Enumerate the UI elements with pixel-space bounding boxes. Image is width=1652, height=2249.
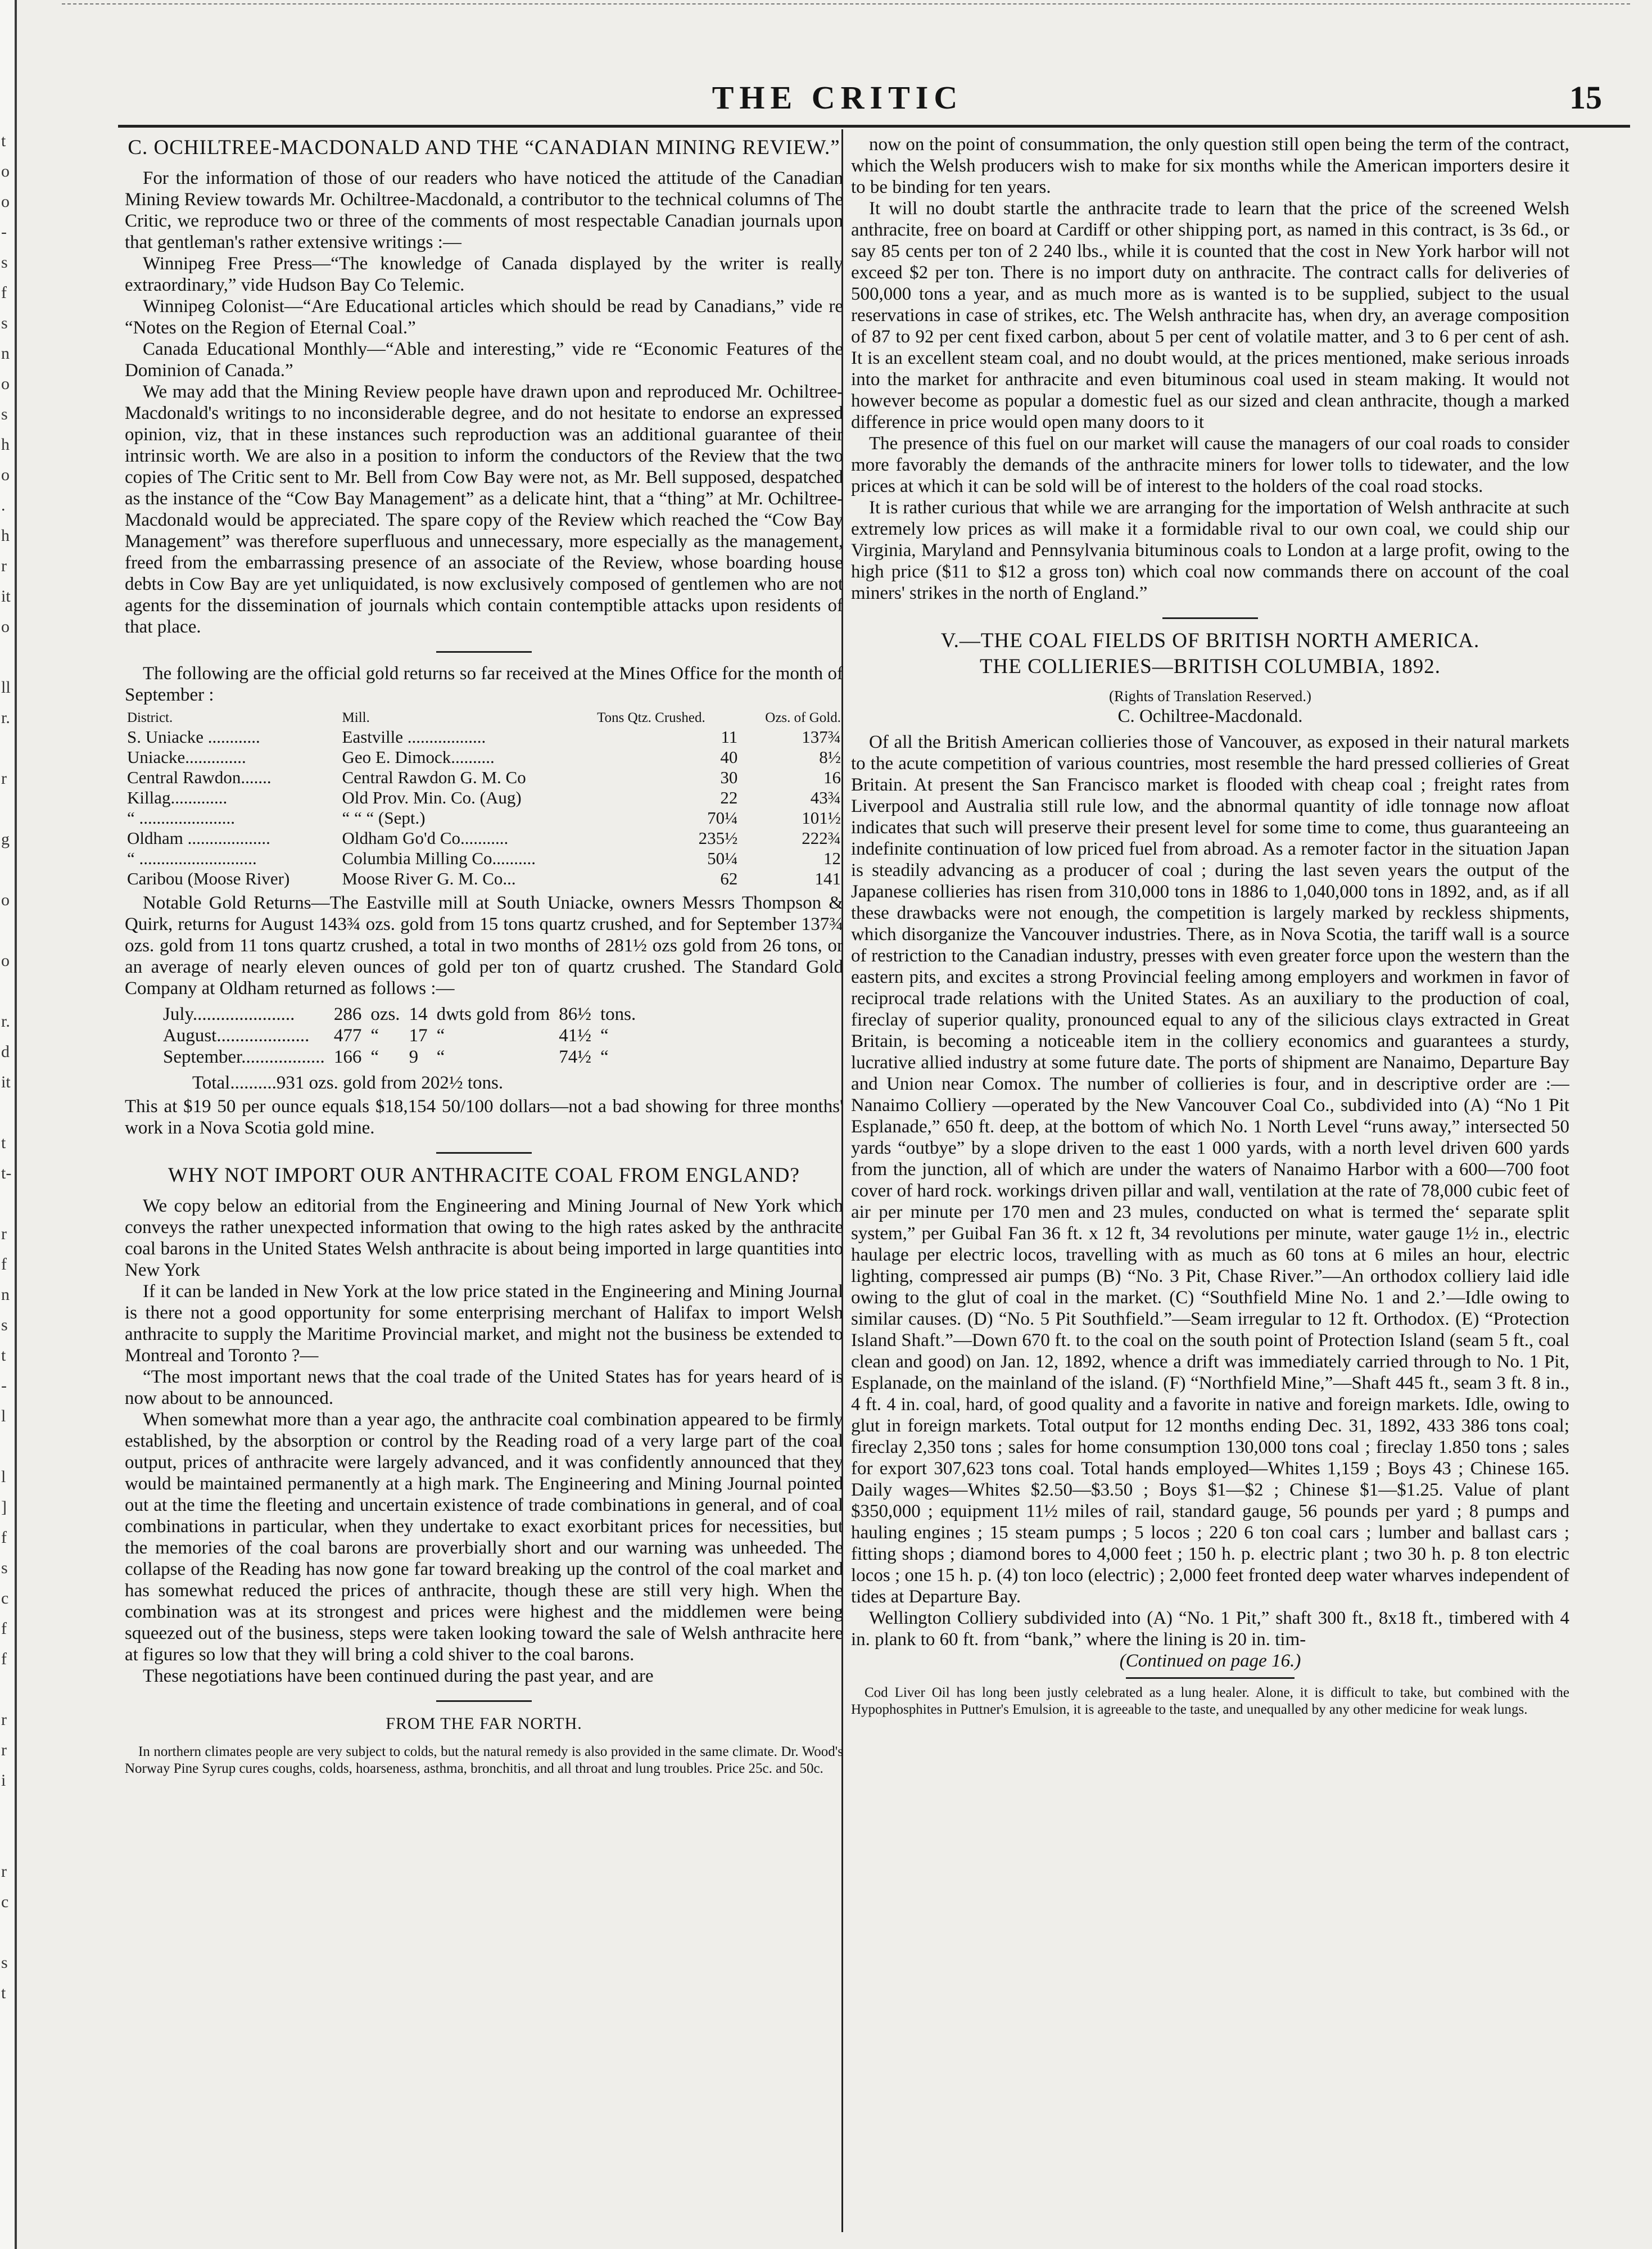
gutter-fragment: g (1, 830, 10, 848)
article-anthracite-body (125, 1195, 843, 1687)
notable-gold-returns: Notable Gold Returns—The Eastville mill at South Uniacke, owners Messrs Thompson & Quirk, returns for August 143¾ ozs. gold from 15 tons quartz crushed, and for September 137¾ ozs. gold from 11 tons quartz crushed, a total in two months of 281½ ozs gold from 26 tons, or an average of nearly eleven ounces of gold per ton of quartz crushed. The Standard Gold Company at Oldham returned as follows :— (125, 893, 843, 999)
table-cell-tons: 235½ (698, 828, 738, 848)
table-row (125, 747, 843, 767)
article-title-coal-fields: V.—THE COAL FIELDS OF BRITISH NORTH AMERICA. (940, 629, 1480, 652)
gutter-fragment: it (1, 1073, 11, 1091)
gutter-fragment: o (1, 466, 10, 484)
gutter-fragment: o (1, 617, 10, 636)
gutter-fragment: r (1, 1710, 7, 1729)
table-cell-tons: 22 (720, 788, 738, 807)
gutter-fragment: f (1, 1528, 7, 1547)
top-edge-line (62, 3, 1630, 4)
table-cell-district: “ ...................... (127, 808, 236, 828)
rights-reserved-note: (Rights of Translation Reserved.) (1109, 688, 1311, 704)
table-cell-district: Uniacke.............. (127, 747, 246, 767)
table-cell-tons: 40 (720, 747, 738, 767)
table-cell-district: Oldham ................... (127, 828, 270, 848)
article-title-anthracite: WHY NOT IMPORT OUR ANTHRACITE COAL FROM ENGLAND? (168, 1164, 800, 1187)
gutter-fragment: h (1, 526, 10, 545)
paragraph: When somewhat more than a year ago, the anthracite coal combination appeared to be firmly established, by the absorption or control by the Reading road of a very large part of the coal output, prices of anthracite were largely advanced, and it was confidently announced that they would be maintained permanently at a high mark. The Engineering and Mining Journal pointed out at the time the fleeting and uncertain existence of trade combinations in general, and of coal combinations in particular, when they undertake to exact exorbitant prices for necessities, but the memories of the coal barons are proverbially short and our warning was unheeded. The collapse of the Reading has now gone far toward breaking up the control of the coal market and has somewhat reduced the prices of anthracite, though these are still very high. When the combination was at its strongest and prices were highest and the middlemen were being squeezed out of the business, steps were taken looking toward the sale of Welsh anthracite here at figures so low that they will bring a cold shiver to the coal barons. (125, 1410, 843, 1665)
gutter-fragment: l (1, 1407, 6, 1425)
col-header-mill: Mill. (342, 710, 370, 725)
masthead (51, 79, 1624, 124)
gutter-fragment (1, 792, 13, 822)
page-number: 15 (1569, 79, 1602, 116)
paragraph: For the information of those of our readers who have noticed the attitude of the Canadian Mining Review towards Mr. Ochiltree-Macdonald, a contributor to the technical columns of The Critic, we reproduce two or three of the comments of most respectable Canadian journals upon that gentleman's rather extensive writings :— (125, 168, 843, 252)
table-cell: “ (436, 1047, 445, 1067)
gutter-fragment: - (1, 223, 7, 241)
gutter-fragment: f (1, 1619, 7, 1638)
table-cell: 477 (333, 1026, 362, 1046)
author-byline: C. Ochiltree-Macdonald. (1117, 706, 1303, 726)
gold-returns-rows (125, 727, 843, 889)
article-coal-fields-body (851, 731, 1569, 1650)
masthead-rule (118, 125, 1630, 128)
table-cell: “ (370, 1047, 379, 1067)
gutter-fragment: o (1, 162, 10, 180)
separator (436, 1152, 532, 1154)
gutter-fragment: o (1, 891, 10, 909)
right-column (851, 134, 1569, 2225)
table-row (125, 848, 843, 869)
gutter-fragments (1, 124, 13, 2067)
table-cell: 41½ (559, 1026, 591, 1046)
table-cell-tons: 70¼ (707, 808, 738, 828)
paragraph: If it can be landed in New York at the low price stated in the Engineering and Mining Journal is there not a good opportunity for some enterprising merchant of Halifax to import Welsh anthracite to supply the Maritime Provincial market, and might not the business be extended to Montreal and Toronto ?— (125, 1281, 843, 1366)
separator (1162, 617, 1258, 619)
table-cell-tons: 11 (721, 727, 738, 747)
gutter-fragment: r (1, 1741, 7, 1759)
article-subtitle-collieries: THE COLLIERIES—BRITISH COLUMBIA, 1892. (979, 655, 1441, 678)
gutter-fragment: t- (1, 1164, 12, 1182)
gold-returns-table (125, 709, 843, 889)
table-row (125, 767, 843, 788)
gutter-fragment (1, 2036, 13, 2067)
table-cell: tons. (600, 1004, 636, 1024)
cod-liver-oil-advert: Cod Liver Oil has long been justly celebrated as a lung healer. Alone, it is difficult to take, but combined with the Hypophosphites in Puttner's Emulsion, it is agreeable to the taste, and unequalled by any other medicine for weak lungs. (851, 1685, 1569, 1717)
paragraph: Winnipeg Free Press—“The knowledge of Canada displayed by the writer is really extraordinary,” vide Hudson Bay Co Telemic. (125, 254, 843, 295)
table-cell-mill: Moose River G. M. Co... (342, 869, 516, 888)
gutter-fragment: s (1, 253, 8, 272)
gutter-fragment: f (1, 283, 7, 302)
table-cell: “ (600, 1026, 609, 1046)
table-cell: ozs. (370, 1004, 400, 1024)
table-cell: September.................. (163, 1047, 325, 1067)
table-cell-district: S. Uniacke ............ (127, 727, 260, 747)
gutter-fragment: s (1, 405, 8, 423)
paragraph: Of all the British American collieries those of Vancouver, as exposed in their natural markets to the acute competition of various countries, most resemble the hard pressed collieries of Great Britain. At present the San Francisco market is flooded with cheap coal ; freight rates from Liverpool and Australia still rule low, and the abnormal quantity of idle tonnage now afloat indicates that such will preserve their present level for some time to come, thus guaranteeing an indefinite continuation of low priced fuel from abroad. As a remoter factor in the situation Japan is steadily advancing as a producer of coal ; during the last seven years the output of the Japanese collieries has risen from 310,000 tons in 1886 to 1,040,000 tons in 1892, and, as if all these drawbacks were not enough, the competition is largely marked by reckless shipments, which disorganize the Vancouver industries. There, as in Nova Scotia, the tariff wall is a source of restriction to the Canadian industry, presses with even greater force upon the western than the eastern pits, and excites a strong Provincial feeling among employers and workmen in favor of reciprocal trade relations with the United States. As an auxiliary to the production of coal, fireclay of superior quality, pronounced equal to any of the silicious clays extracted in Great Britain, is becoming a noticeable item in the colliery economics and guarantees a sturdy, lucrative allied industry at some future date. The ports of shipment are Nanaimo, Departure Bay and Union near Comox. The number of collieries is four, and in descriptive order are :—Nanaimo Colliery —operated by the New Vancouver Coal Co., subdivided into (A) “No 1 Pit Esplanade,” 650 ft. deep, at the bottom of which No. 1 North Level “runs away,” intersected 50 yards “outbye” by a slope driven to the east 1 000 yards, with a north level driven 600 yards from the junction, all of which are under the waters of Nanaimo Harbor with a 600—700 foot cover of hard rock. workings driven pillar and wall, ventilation at the rate of 78,000 cubic feet of air per minute per 170 men and 23 mules, conducted on what is termed the‘ separate split system,” per Guibal Fan 36 ft. x 12 ft, 34 revolutions per minute, water gauge 1½ in., electric haulage per electric locos, travelling with as much as 60 tons at 6 miles an hour, electric lighting, compressed air pumps (B) “No. 3 Pit, Chase River.”—An orthodox colliery laid idle owing to the glut of coal in the market. (C) “Southfield Mine No. 1 and 2.’—Idle owing to similar causes. (D) “No. 5 Pit Southfield.”—Seam irregular to 12 ft. Orthodox. (E) “Protection Island Shaft.”—Down 670 ft. to the coal on the south point of Protection Island (seam 5 ft., coal clean and good) on Jan. 12, 1892, whence a drift was immediately carried through to No. 1 Pit, Esplanade, on the mainland of the island. (F) “Northfield Mine,”—Shaft 445 ft., seam 3 ft. 8 in., 4 ft. 4 in. coal, hard, of good quality and a favorite in native and foreign markets. Idle, owing to glut in foreign markets. Total output for 12 months ending Dec. 31, 1892, 433 386 tons coal; fireclay 2,350 tons ; sales for home consumption 130,000 tons coal ; fireclay 1.850 tons ; sales for export 307,623 tons coal. Total hands employed—Whites 1,159 ; Boys 43 ; Chinese 165. Daily wages—Whites $2.50—$3.50 ; Boys $1—$2 ; Chinese $1—$1.25. Value of plant $350,000 ; equipment 11½ miles of rail, standard gauge, 56 pounds per yard ; 8 pumps and hauling engines ; 15 steam pumps ; 5 locos ; 220 6 ton coal cars ; lumber and ballast cars ; fitting shops ; diamond bores to 4,000 feet ; 150 h. p. electric plant ; two 30 h. p. 8 ton electric locos ; one 15 h. p. (4) ton loco (electric) ; 2,000 feet fronted deep water wharves independent of tides at Departure Bay. (851, 732, 1569, 1607)
gutter-fragment: h (1, 435, 10, 454)
gutter-fragment: o (1, 374, 10, 393)
gutter-fragment (1, 1186, 13, 1217)
gutter-fragment (1, 852, 13, 883)
table-row (125, 808, 843, 828)
gutter-fragment: o (1, 192, 10, 211)
table-cell: dwts gold from (436, 1004, 550, 1024)
gutter-fragment: it (1, 587, 11, 606)
gutter-fragment (1, 1915, 13, 1945)
table-cell-district: “ ........................... (127, 848, 257, 868)
gutter-fragment: t (1, 1133, 6, 1152)
separator (436, 651, 532, 653)
far-north-advert: In northern climates people are very subject to colds, but the natural remedy is also provided in the same climate. Dr. Wood's Norway Pine Syrup cures coughs, colds, hoarseness, asthma, bronchitis, and all throat and lung troubles. Price 25c. and 50c. (125, 1744, 843, 1776)
table-cell: August.................... (163, 1026, 310, 1046)
table-row (125, 869, 843, 889)
gutter-fragment: f (1, 1650, 7, 1668)
gutter-fragment (1, 913, 13, 943)
table-row (159, 1025, 640, 1046)
table-cell-district: Killag............. (127, 788, 228, 807)
oldham-total: Total..........931 ozs. gold from 202½ tons. (192, 1073, 504, 1093)
oldham-total-note: This at $19 50 per ounce equals $18,154 50/100 dollars—not a bad showing for three months' work in a Nova Scotia gold mine. (125, 1096, 843, 1138)
gutter-fragment: - (1, 1376, 7, 1395)
table-cell-mill: Oldham Go'd Co........... (342, 828, 509, 848)
table-cell: 166 (333, 1047, 362, 1067)
gutter-fragment: ll (1, 678, 11, 697)
gutter-fragment: r (1, 557, 7, 575)
gutter-fragment: d (1, 1042, 10, 1061)
gutter-fragment: r. (1, 1012, 10, 1031)
paragraph: Winnipeg Colonist—“Are Educational articles which should be read by Canadians,” vide re “Notes on the Region of Eternal Coal.” (125, 296, 843, 338)
table-cell-oz: 8½ (819, 747, 841, 767)
gutter-fragment (1, 731, 13, 761)
table-cell: “ (600, 1047, 609, 1067)
table-cell-tons: 62 (720, 869, 738, 888)
gutter-fragment: n (1, 344, 10, 363)
gutter-fragment: t (1, 1346, 6, 1365)
newspaper-title: THE CRITIC (712, 79, 963, 116)
gutter-fragment (1, 2006, 13, 2036)
table-cell-oz: 43¾ (810, 788, 841, 807)
gutter-fragment: s (1, 314, 8, 332)
table-row (125, 828, 843, 848)
table-row (159, 1046, 640, 1068)
table-cell: 74½ (559, 1047, 591, 1067)
table-cell-oz: 222¾ (802, 828, 841, 848)
gutter-fragment: n (1, 1285, 10, 1304)
gutter-fragment: r (1, 769, 7, 788)
gutter-fragment: i (1, 1771, 6, 1790)
gutter-fragment: o (1, 951, 10, 970)
paragraph: now on the point of consummation, the only question still open being the term of the contract, which the Welsh producers wish to make for six months while the American importers desire it to be binding for ten years. (851, 134, 1569, 197)
gutter-fragment: r (1, 1862, 7, 1881)
anthracite-continued-body (851, 134, 1569, 604)
table-cell-mill: Eastville .................. (342, 727, 486, 747)
table-row (159, 1004, 640, 1025)
gutter-fragment (1, 1095, 13, 1126)
table-cell-mill: Old Prov. Min. Co. (Aug) (342, 788, 522, 807)
gutter-fragment: . (1, 496, 6, 514)
gutter-fragment: c (1, 1893, 9, 1911)
gutter-fragment: s (1, 1559, 8, 1577)
gutter-fragment (1, 1824, 13, 1854)
gutter-fragment: l (1, 1467, 6, 1486)
oldham-monthly-table (159, 1004, 640, 1068)
paragraph: It will no doubt startle the anthracite trade to learn that the price of the screened Welsh anthracite, free on board at Cardiff or other shipping port, as named in this contract, is 3s 6d., or say 85 cents per ton of 2 240 lbs., while it is counted that the cost in New York harbor will not exceed $2 per ton. There is no import duty on anthracite. The contract calls for deliveries of 500,000 tons a year, and as much more as is wanted is to be supplied, subject to the usual reservations in case of strikes, etc. The Welsh anthracite has, when dry, an average composition of 87 to 92 per cent fixed carbon, about 5 per cent of volatile matter, and 3 to 6 per cent of ash. It is an excellent steam coal, and no doubt would, at the prices mentioned, make serious inroads into the market for anthracite and even bituminous coal used in steam making. It would not however become as popular a domestic fuel as our sized and clean anthracite, though a marked difference in price would open many doors to it (851, 198, 1569, 432)
gutter-fragment: c (1, 1589, 9, 1607)
table-cell: July...................... (163, 1004, 295, 1024)
paragraph: We may add that the Mining Review people have drawn upon and reproduced Mr. Ochiltree-Macdonald's writings to no inconsiderable degree, and do not hesitate to endorse an expressed opinion, viz, that in these instances such reproduction was an additional guarantee of their intrinsic worth. We are also in a position to inform the conductors of the Review that the two copies of The Critic sent to Mr. Bell from Cow Bay were not, as Mr. Bell supposed, despatched as the instance of the “Cow Bay Management” as a delicate hint, that a “thing” at Mr. Ochiltree-Macdonald would be appreciated. The spare copy of the Review which reached the “Cow Bay Management” was therefore superfluous and unnecessary, more especially as the management, freed from the embarrassing presence of an associate of the Review, whose boarding house debts in Cow Bay are yet unliquidated, is now exclusively composed of gentlemen who are not agents for the dissemination of journals which contain contemptible attacks upon residents of that place. (125, 382, 843, 637)
table-cell: 86½ (559, 1004, 591, 1024)
table-cell: 14 (409, 1004, 428, 1024)
gutter-fragment: f (1, 1255, 7, 1273)
gutter-fragment (1, 1429, 13, 1460)
paragraph: Wellington Colliery subdivided into (A) “No. 1 Pit,” shaft 300 ft., 8x18 ft., timbered with 4 in. plank to 60 ft. from “bank,” where the lining is 20 in. tim- (851, 1608, 1569, 1650)
table-cell-oz: 12 (823, 848, 841, 868)
paragraph: The presence of this fuel on our market will cause the managers of our coal roads to consider more favorably the demands of the anthracite miners for lower tolls to tidewater, and the low prices at which it can be sold will be of interest to the holders of the coal road stocks. (851, 433, 1569, 496)
gold-returns-intro: The following are the official gold returns so far received at the Mines Office for the month of September : (125, 663, 843, 705)
gutter-fragment (1, 1794, 13, 1824)
article-mining-review-body (125, 168, 843, 638)
col-header-tons: Tons Qtz. Crushed. (597, 710, 705, 725)
table-cell-oz: 137¾ (802, 727, 841, 747)
paragraph: We copy below an editorial from the Engineering and Mining Journal of New York which conveys the rather unexpected information that owing to the high rates asked by the anthracite coal barons in the United States Welsh anthracite is about being imported in large quantities into New York (125, 1196, 843, 1280)
gutter-fragment (1, 640, 13, 670)
table-cell-oz: 101½ (802, 808, 841, 828)
table-cell-mill: Central Rawdon G. M. Co (342, 767, 526, 787)
gutter-fragment: t (1, 132, 6, 150)
table-cell-tons: 50¼ (707, 848, 738, 868)
table-cell-mill: Geo E. Dimock.......... (342, 747, 495, 767)
gutter-fragment: r. (1, 708, 10, 727)
table-cell: 286 (333, 1004, 362, 1024)
page-gutter (0, 0, 16, 2249)
article-title-far-north: FROM THE FAR NORTH. (386, 1714, 582, 1733)
col-header-ozs: Ozs. of Gold. (765, 710, 841, 725)
gutter-fragment: ] (1, 1498, 7, 1516)
left-column (125, 134, 843, 2225)
paragraph: “The most important news that the coal trade of the United States has for years heard of is now about to be announced. (125, 1367, 843, 1408)
table-cell-district: Caribou (Moose River) (127, 869, 290, 888)
paragraph: Canada Educational Monthly—“Able and interesting,” vide re “Economic Features of the Dominion of Canada.” (125, 339, 843, 381)
table-row (125, 727, 843, 747)
table-cell-oz: 141 (814, 869, 841, 888)
gutter-fragment: s (1, 1953, 8, 1972)
table-cell: “ (436, 1026, 445, 1046)
table-cell: 17 (409, 1026, 428, 1046)
paragraph: It is rather curious that while we are arranging for the importation of Welsh anthracite at such extremely low prices as will make it a formidable rival to our own coal, we could ship our Virginia, Maryland and Pennsylvania bituminous coals to London at a large profit, owing to the high price ($11 to $12 a gross ton) which coal now commands there on account of the coal miners' strikes in the north of England.” (851, 498, 1569, 603)
binding-rule (15, 0, 17, 2249)
table-cell: “ (370, 1026, 379, 1046)
col-header-district: District. (127, 710, 173, 725)
gutter-fragment: s (1, 1316, 8, 1334)
paragraph: These negotiations have been continued during the past year, and are (143, 1666, 654, 1686)
table-cell-mill: Columbia Milling Co.......... (342, 848, 536, 868)
table-row (125, 788, 843, 808)
table-cell-district: Central Rawdon....... (127, 767, 271, 787)
gutter-fragment (1, 1672, 13, 1702)
separator (436, 1700, 532, 1702)
gutter-fragment: r (1, 1225, 7, 1243)
table-cell-oz: 16 (823, 767, 841, 787)
article-title-mining-review: C. OCHILTREE-MACDONALD AND THE “CANADIAN MINING REVIEW.” (128, 136, 840, 159)
table-cell: 9 (409, 1047, 419, 1067)
table-cell-mill: “ “ “ (Sept.) (342, 808, 426, 828)
separator (1126, 1677, 1295, 1679)
continued-note: (Continued on page 16.) (1119, 1651, 1301, 1671)
gutter-fragment: t (1, 1984, 6, 2002)
table-cell-tons: 30 (720, 767, 738, 787)
gutter-fragment (1, 974, 13, 1004)
